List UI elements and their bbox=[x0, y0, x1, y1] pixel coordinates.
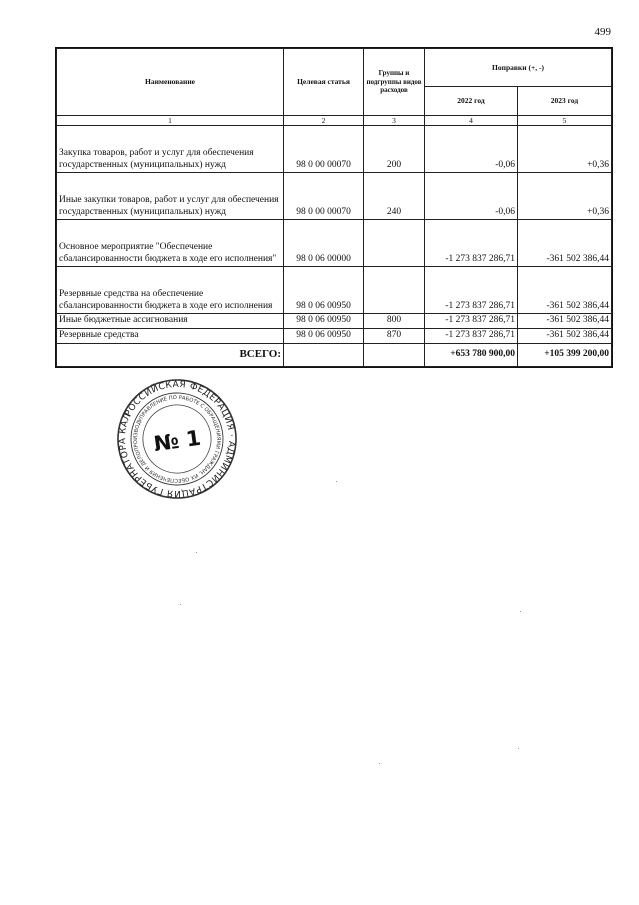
seal-outer-text: РОССИЙСКАЯ ФЕДЕРАЦИЯ · АДМИНИСТРАЦИЯ ГУБЕРНАТОРА КАЛУЖСКОЙ bbox=[117, 379, 237, 499]
row-name: Основное мероприятие "Обеспечение сбалансированности бюджета в ходе его исполнения" bbox=[57, 220, 284, 267]
row-group: 240 bbox=[364, 173, 425, 220]
row-name: Закупка товаров, работ и услуг для обеспечения государственных (муниципальных) нужд bbox=[57, 126, 284, 173]
row-target-code: 98 0 06 00950 bbox=[284, 314, 364, 329]
row-value-2022: -1 273 837 286,71 bbox=[425, 267, 518, 314]
total-row bbox=[57, 344, 612, 367]
row-target-code: 98 0 00 00070 bbox=[284, 173, 364, 220]
total-empty-cell bbox=[284, 344, 364, 367]
table-row bbox=[57, 267, 612, 314]
column-index: 3 bbox=[364, 116, 425, 126]
row-group: 200 bbox=[364, 126, 425, 173]
row-value-2022: -1 273 837 286,71 bbox=[425, 314, 518, 329]
total-empty-cell bbox=[364, 344, 425, 367]
row-target-code: 98 0 06 00950 bbox=[284, 329, 364, 344]
row-name: Иные закупки товаров, работ и услуг для обеспечения государственных (муниципальных) нужд bbox=[57, 173, 284, 220]
column-index: 4 bbox=[425, 116, 518, 126]
column-index: 5 bbox=[518, 116, 612, 126]
row-value-2022: -1 273 837 286,71 bbox=[425, 220, 518, 267]
header-year-2022: 2022 год bbox=[425, 87, 518, 116]
row-name: Резервные средства на обеспечение сбалансированности бюджета в ходе его исполнения bbox=[57, 267, 284, 314]
row-value-2022: -0,06 bbox=[425, 173, 518, 220]
scan-speck bbox=[196, 552, 197, 553]
row-value-2022: -0,06 bbox=[425, 126, 518, 173]
row-group: 800 bbox=[364, 314, 425, 329]
table-row bbox=[57, 329, 612, 344]
row-target-code: 98 0 00 00070 bbox=[284, 126, 364, 173]
row-group bbox=[364, 220, 425, 267]
total-label: ВСЕГО: bbox=[57, 344, 284, 367]
row-value-2022: -1 273 837 286,71 bbox=[425, 329, 518, 344]
official-seal bbox=[116, 378, 238, 500]
seal-inner-text: УПРАВЛЕНИЕ ПО РАБОТЕ С ОБРАЩЕНИЯМИ ГРАЖДАН, ИХ ОБЕСПЕЧЕНИЯ И ДЕЛОПРОИЗВОДСТВУ bbox=[132, 394, 222, 484]
row-value-2023: -361 502 386,44 bbox=[518, 314, 612, 329]
row-target-code: 98 0 06 00950 bbox=[284, 267, 364, 314]
header-target: Целевая статья bbox=[284, 49, 364, 116]
row-target-code: 98 0 06 00000 bbox=[284, 220, 364, 267]
header-groups: Группы и подгруппы видов расходов bbox=[364, 49, 425, 116]
row-value-2023: +0,36 bbox=[518, 126, 612, 173]
seal-center-number: № 1 bbox=[152, 425, 203, 457]
page-number: 499 bbox=[594, 26, 611, 38]
scan-speck bbox=[520, 611, 521, 612]
row-value-2023: -361 502 386,44 bbox=[518, 329, 612, 344]
row-value-2023: -361 502 386,44 bbox=[518, 220, 612, 267]
header-year-2023: 2023 год bbox=[518, 87, 612, 116]
table-row bbox=[57, 173, 612, 220]
row-group: 870 bbox=[364, 329, 425, 344]
header-name: Наименование bbox=[57, 49, 284, 116]
row-value-2023: -361 502 386,44 bbox=[518, 267, 612, 314]
scan-speck bbox=[180, 604, 181, 605]
row-group bbox=[364, 267, 425, 314]
row-value-2023: +0,36 bbox=[518, 173, 612, 220]
total-value-2022: +653 780 900,00 bbox=[425, 344, 518, 367]
scan-speck bbox=[518, 748, 519, 749]
table-row bbox=[57, 126, 612, 173]
row-name: Резервные средства bbox=[57, 329, 284, 344]
total-value-2023: +105 399 200,00 bbox=[518, 344, 612, 367]
row-name: Иные бюджетные ассигнования bbox=[57, 314, 284, 329]
scan-speck bbox=[336, 481, 337, 482]
column-index-row bbox=[57, 116, 612, 126]
table-row bbox=[57, 314, 612, 329]
scan-speck bbox=[379, 763, 380, 764]
budget-amendments-table bbox=[56, 48, 612, 367]
table-row bbox=[57, 220, 612, 267]
column-index: 2 bbox=[284, 116, 364, 126]
header-amendments: Поправки (+, -) bbox=[425, 49, 612, 87]
column-index: 1 bbox=[57, 116, 284, 126]
